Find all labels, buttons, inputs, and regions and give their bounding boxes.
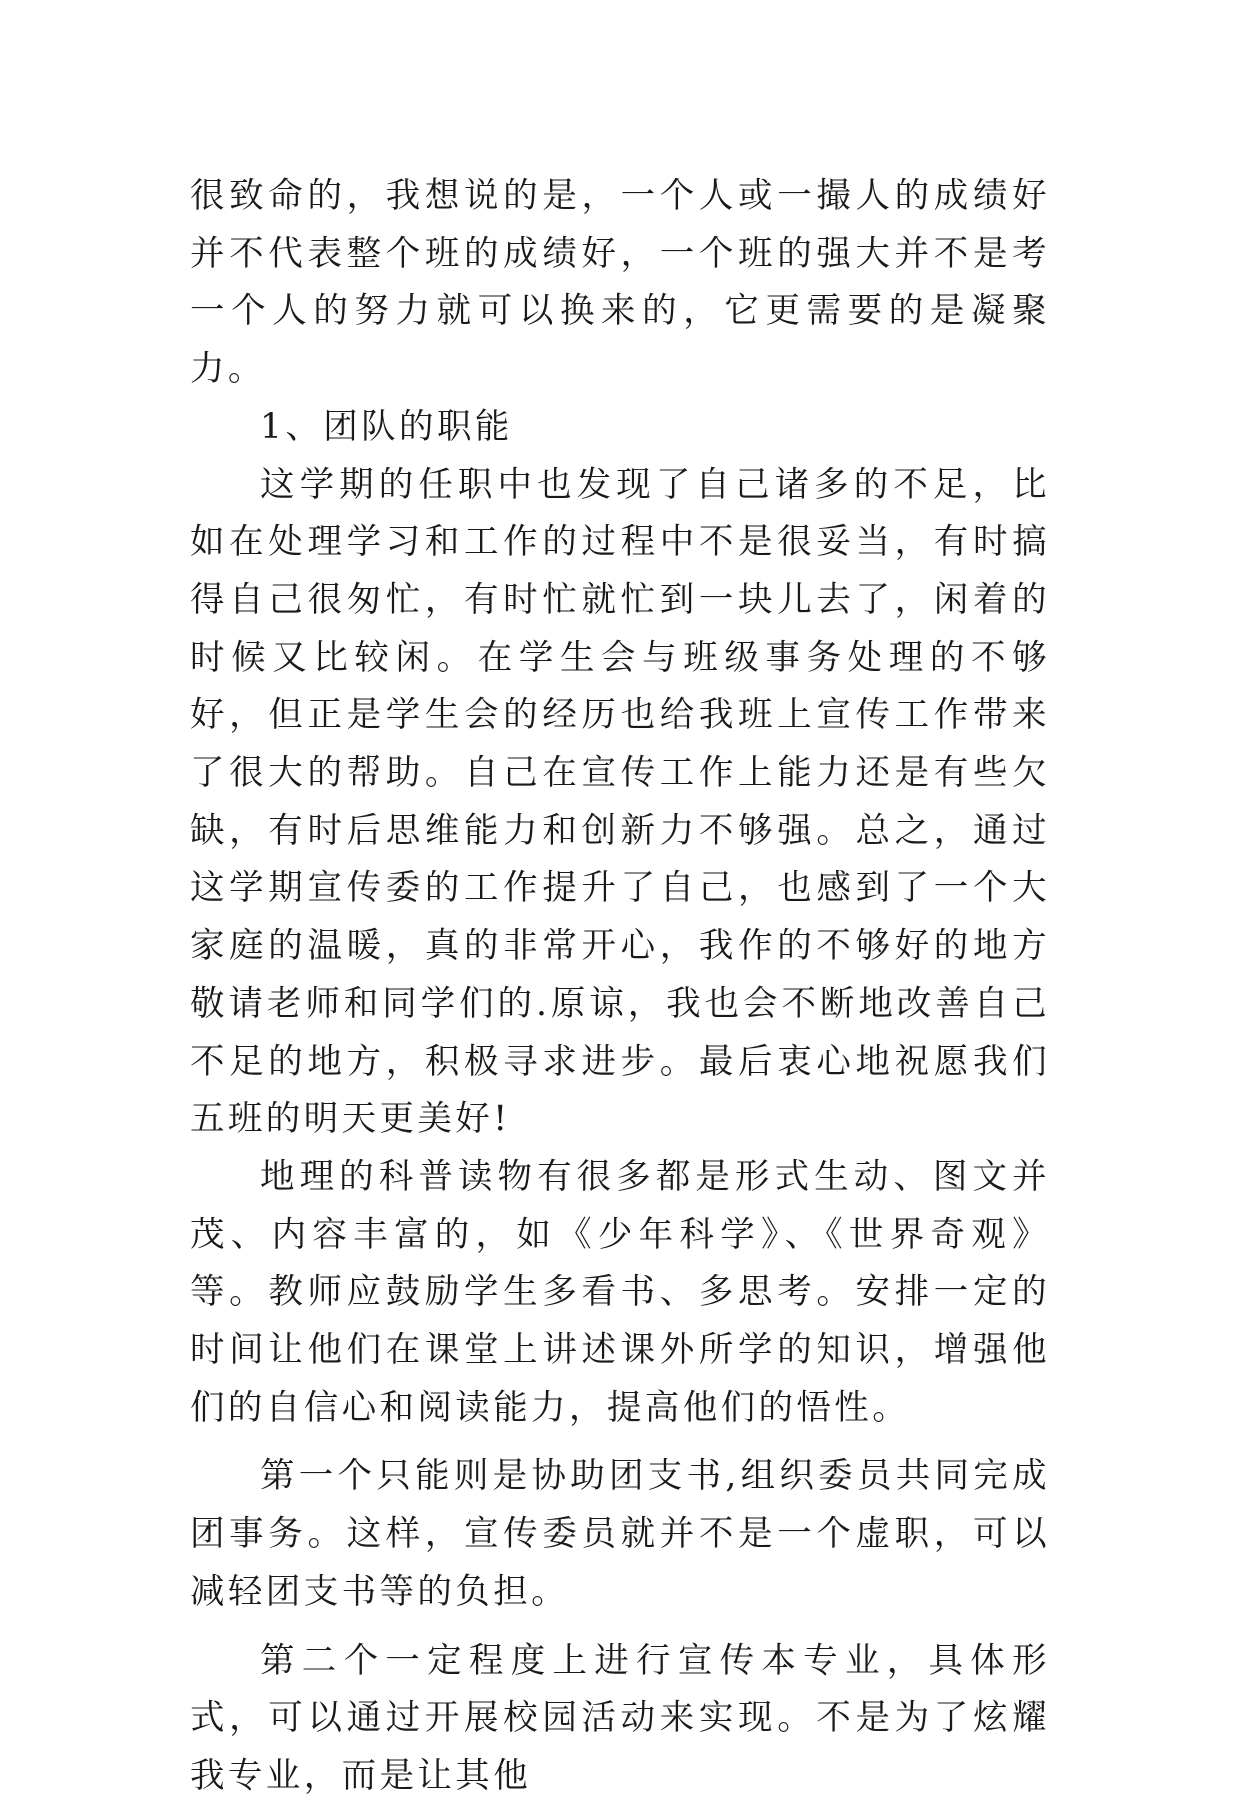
- paragraph-first-function: 第一个只能则是协助团支书,组织委员共同完成团事务。这样，宣传委员就并不是一个虚职，可以减轻团支书等的负担。: [190, 1456, 1050, 1612]
- section-heading-team-function: 1、团队的职能: [260, 406, 513, 447]
- paragraph-second-function: 第二个一定程度上进行宣传本专业，具体形式，可以通过开展校园活动来实现。不是为了炫耀我专业，而是让其他: [190, 1640, 1050, 1796]
- paragraph-self-reflection: 这学期的任职中也发现了自己诸多的不足，比如在处理学习和工作的过程中不是很妥当，有时搞得自己很匆忙，有时忙就忙到一块儿去了，闲着的时候又比较闲。在学生会与班级事务处理的不够好，但正是学生会的经历也给我班上宣传工作带来了很大的帮助。自己在宣传工作上能力还是有些欠缺，有时后思维能力和创新力不够强。总之，通过这学期宣传委的工作提升了自己，也感到了一个大家庭的温暖，真的非常开心，我作的不够好的地方敬请老师和同学们的.原谅，我也会不断地改善自己不足的地方，积极寻求进步。最后衷心地祝愿我们五班的明天更美好!: [190, 464, 1050, 1140]
- paragraph-geography-reading: 地理的科普读物有很多都是形式生动、图文并茂、内容丰富的，如《少年科学》、《世界奇观》等。教师应鼓励学生多看书、多思考。安排一定的时间让他们在课堂上讲述课外所学的知识，增强他们的自信心和阅读能力，提高他们的悟性。: [190, 1156, 1050, 1428]
- document-page: [190, 168, 1050, 1806]
- paragraph-cohesion: 很致命的，我想说的是，一个人或一撮人的成绩好并不代表整个班的成绩好，一个班的强大并不是考一个人的努力就可以换来的，它更需要的是凝聚力。: [190, 176, 1050, 390]
